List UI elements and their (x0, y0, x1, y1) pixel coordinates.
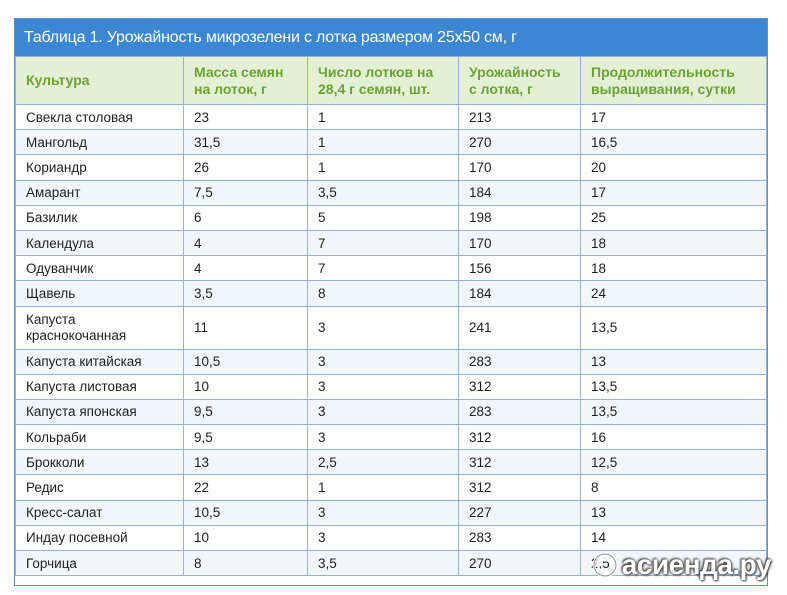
seed-mass-cell: 6 (184, 205, 308, 230)
header-seed-mass: Масса семян на лоток, г (184, 57, 308, 105)
yield-cell: 156 (459, 256, 581, 281)
seed-mass-cell: 3,5 (184, 281, 308, 306)
seed-mass-cell: 4 (184, 230, 308, 255)
crop-cell: Брокколи (16, 450, 184, 475)
table-row (16, 180, 767, 205)
yield-cell: 213 (459, 105, 581, 130)
yield-cell: 312 (459, 450, 581, 475)
duration-cell: 8 (581, 475, 767, 500)
duration-cell: 13 (581, 349, 767, 374)
header-tray-count: Число лотков на 28,4 г семян, шт. (308, 57, 459, 105)
tray-count-cell: 3,5 (308, 551, 459, 576)
seed-mass-cell: 4 (184, 256, 308, 281)
duration-cell: 13 (581, 500, 767, 525)
tray-count-cell: 3 (308, 425, 459, 450)
crop-cell: Мангольд (16, 130, 184, 155)
tray-count-cell: 3 (308, 525, 459, 550)
duration-cell: 17 (581, 105, 767, 130)
tray-count-cell: 1 (308, 105, 459, 130)
seed-mass-cell: 10 (184, 374, 308, 399)
seed-mass-cell: 10 (184, 525, 308, 550)
tray-count-cell: 1 (308, 475, 459, 500)
yield-cell: 270 (459, 130, 581, 155)
crop-cell: Капуста японская (16, 399, 184, 424)
table-row (16, 105, 767, 130)
yield-table (15, 56, 767, 576)
duration-cell: 13,5 (581, 306, 767, 349)
yield-cell: 170 (459, 230, 581, 255)
seed-mass-cell: 11 (184, 306, 308, 349)
crop-cell: Щавель (16, 281, 184, 306)
site-watermark (592, 549, 771, 581)
crop-cell: Горчица (16, 551, 184, 576)
table-row (16, 500, 767, 525)
yield-cell: 312 (459, 425, 581, 450)
tray-count-cell: 3 (308, 306, 459, 349)
header-duration: Продолжительность выращивания, сутки (581, 57, 767, 105)
crop-cell: Свекла столовая (16, 105, 184, 130)
duration-cell: 18 (581, 256, 767, 281)
crop-cell: Базилик (16, 205, 184, 230)
yield-cell: 241 (459, 306, 581, 349)
seed-mass-cell: 31,5 (184, 130, 308, 155)
tray-count-cell: 1 (308, 155, 459, 180)
table-row (16, 205, 767, 230)
table-frame (14, 18, 768, 586)
tray-count-cell: 3,5 (308, 180, 459, 205)
seed-mass-cell: 23 (184, 105, 308, 130)
duration-cell: 12,5 (581, 450, 767, 475)
tray-count-cell: 1 (308, 130, 459, 155)
duration-cell: 13,5 (581, 374, 767, 399)
yield-cell: 312 (459, 374, 581, 399)
crop-cell: Индау посевной (16, 525, 184, 550)
crop-cell: Капуста китайская (16, 349, 184, 374)
crop-cell: Капуста краснокочанная (16, 306, 184, 349)
yield-cell: 312 (459, 475, 581, 500)
header-yield: Урожайность с лотка, г (459, 57, 581, 105)
seed-mass-cell: 26 (184, 155, 308, 180)
header-row (16, 57, 767, 105)
table-row (16, 475, 767, 500)
spiral-logo-icon (592, 552, 618, 578)
table-row (16, 425, 767, 450)
table-row (16, 306, 767, 349)
duration-cell: 13,5 (581, 399, 767, 424)
table-row (16, 281, 767, 306)
duration-cell: 16,5 (581, 130, 767, 155)
crop-cell: Капуста листовая (16, 374, 184, 399)
table-row (16, 374, 767, 399)
tray-count-cell: 3 (308, 374, 459, 399)
duration-cell: 18 (581, 230, 767, 255)
table-row (16, 230, 767, 255)
table-row (16, 256, 767, 281)
tray-count-cell: 8 (308, 281, 459, 306)
crop-cell: Кориандр (16, 155, 184, 180)
yield-cell: 270 (459, 551, 581, 576)
table-row (16, 155, 767, 180)
crop-cell: Одуванчик (16, 256, 184, 281)
duration-cell: 14 (581, 525, 767, 550)
tray-count-cell: 3 (308, 399, 459, 424)
yield-cell: 198 (459, 205, 581, 230)
seed-mass-cell: 9,5 (184, 425, 308, 450)
duration-cell: 24 (581, 281, 767, 306)
table-row (16, 349, 767, 374)
crop-cell: Кресс-салат (16, 500, 184, 525)
tray-count-cell: 5 (308, 205, 459, 230)
seed-mass-cell: 13 (184, 450, 308, 475)
crop-cell: Кольраби (16, 425, 184, 450)
tray-count-cell: 3 (308, 500, 459, 525)
table-row (16, 130, 767, 155)
duration-cell: 2,5 (581, 551, 767, 576)
yield-cell: 227 (459, 500, 581, 525)
yield-cell: 170 (459, 155, 581, 180)
yield-cell: 184 (459, 180, 581, 205)
tray-count-cell: 3 (308, 349, 459, 374)
seed-mass-cell: 9,5 (184, 399, 308, 424)
crop-cell: Календула (16, 230, 184, 255)
header-crop: Культура (16, 57, 184, 105)
duration-cell: 20 (581, 155, 767, 180)
crop-cell: Амарант (16, 180, 184, 205)
duration-cell: 25 (581, 205, 767, 230)
tray-count-cell: 7 (308, 230, 459, 255)
duration-cell: 16 (581, 425, 767, 450)
table-row (16, 450, 767, 475)
yield-cell: 283 (459, 399, 581, 424)
yield-cell: 283 (459, 349, 581, 374)
crop-cell: Редис (16, 475, 184, 500)
table-row (16, 399, 767, 424)
yield-cell: 283 (459, 525, 581, 550)
seed-mass-cell: 7,5 (184, 180, 308, 205)
seed-mass-cell: 10,5 (184, 349, 308, 374)
watermark-text: асиенда.ру (621, 549, 771, 580)
table-title: Таблица 1. Урожайность микрозелени с лотка размером 25х50 см, г (15, 19, 767, 56)
duration-cell: 17 (581, 180, 767, 205)
seed-mass-cell: 8 (184, 551, 308, 576)
seed-mass-cell: 22 (184, 475, 308, 500)
tray-count-cell: 7 (308, 256, 459, 281)
tray-count-cell: 2,5 (308, 450, 459, 475)
table-row (16, 525, 767, 550)
seed-mass-cell: 10,5 (184, 500, 308, 525)
yield-cell: 184 (459, 281, 581, 306)
